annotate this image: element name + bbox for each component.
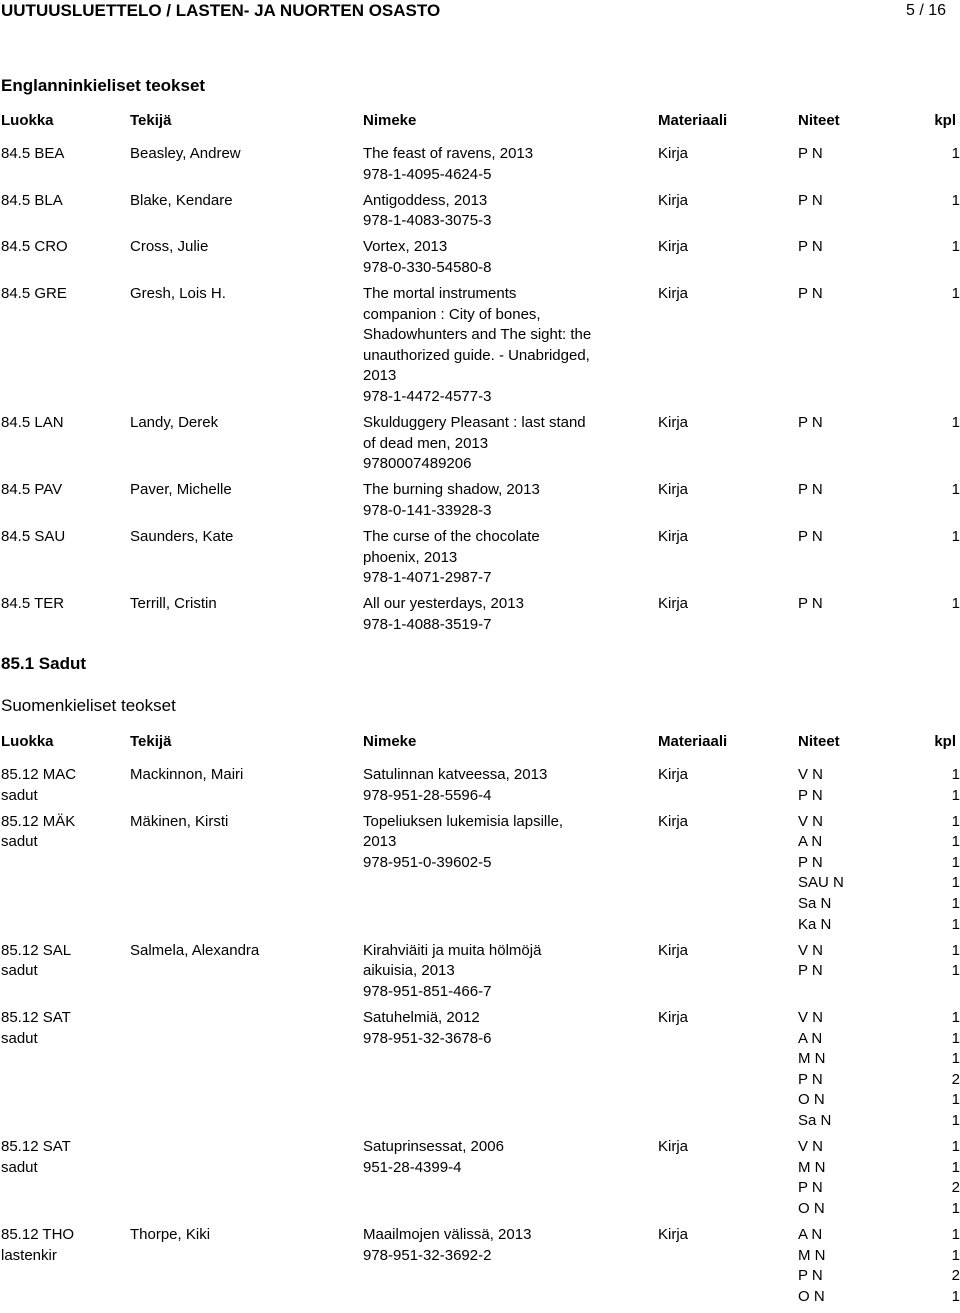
materiaali-cell: Kirja (658, 528, 689, 546)
location-code: P N (798, 595, 823, 613)
nimeke-cell (363, 941, 541, 1003)
copy-location (798, 284, 960, 305)
table-row (0, 144, 960, 191)
nimeke-cell (363, 1008, 491, 1049)
niteet-cell (798, 765, 960, 806)
copy-location (798, 1158, 960, 1179)
materiaali-cell: Kirja (658, 941, 689, 959)
tekija-cell: Thorpe, Kiki (130, 1226, 211, 1244)
section-heading: 85.1 Sadut (1, 654, 87, 673)
copy-location (798, 961, 960, 982)
column-header-luokka: Luokka (1, 733, 54, 750)
copy-location (798, 480, 960, 501)
luokka-cell (1, 527, 65, 548)
niteet-cell (798, 480, 960, 501)
copy-count: 1 (951, 1138, 960, 1156)
location-code: A N (798, 1226, 823, 1244)
location-code: V N (798, 812, 824, 830)
tekija-cell: Salmela, Alexandra (130, 941, 260, 959)
cell-line: 85.12 MAC (1, 766, 77, 783)
nimeke-cell (363, 527, 540, 589)
location-code: V N (798, 766, 824, 783)
cell-line: lastenkir (1, 1246, 57, 1264)
copy-location (798, 941, 960, 962)
niteet-cell (798, 237, 960, 258)
cell-line: sadut (1, 962, 38, 980)
cell-line: sadut (1, 786, 38, 804)
copy-location (798, 894, 960, 915)
column-header-niteet: Niteet (798, 112, 840, 129)
copy-count: 1 (951, 1050, 960, 1068)
materiaali-cell: Kirja (658, 145, 689, 162)
copy-count: 1 (951, 1158, 960, 1176)
column-header-tekija: Tekijä (130, 112, 172, 129)
tekija-cell: Mackinnon, Mairi (130, 766, 244, 783)
luokka-cell (1, 144, 64, 165)
table-row (0, 480, 960, 527)
page-title: UUTUUSLUETTELO / LASTEN- JA NUORTEN OSASTO (1, 1, 441, 20)
copy-location (798, 1090, 960, 1111)
location-code: P N (798, 962, 823, 980)
copy-count: 1 (951, 145, 960, 162)
cell-line: 978-951-0-39602-5 (363, 853, 492, 871)
luokka-cell (1, 812, 75, 853)
copy-location (798, 237, 960, 258)
materiaali-cell: Kirja (658, 1138, 689, 1156)
copy-count: 1 (951, 1091, 960, 1109)
section-heading: Englanninkieliset teokset (1, 76, 206, 95)
copy-count: 2 (951, 1070, 960, 1088)
cell-line: 978-951-28-5596-4 (363, 786, 492, 804)
table-row (0, 1225, 960, 1313)
copy-count: 1 (951, 962, 960, 980)
location-code: V N (798, 1138, 824, 1156)
location-code: Sa N (798, 1112, 832, 1130)
table-row (0, 594, 960, 641)
cell-line: unauthorized guide. - Unabridged, (363, 346, 590, 364)
location-code: P N (798, 1267, 823, 1285)
location-code: O N (798, 1287, 825, 1305)
copy-location (798, 1287, 960, 1308)
table-row (0, 237, 960, 284)
copy-location (798, 812, 960, 833)
materiaali-cell: Kirja (658, 1226, 689, 1244)
copy-count: 1 (951, 915, 960, 933)
table-row (0, 413, 960, 480)
location-code: P N (798, 191, 823, 209)
tekija-cell: Cross, Julie (130, 238, 209, 256)
cell-line: 84.5 LAN (1, 414, 64, 432)
copy-count: 1 (951, 595, 960, 613)
cell-line: 978-1-4095-4624-5 (363, 165, 492, 183)
luokka-cell (1, 1137, 71, 1178)
cell-line: The mortal instruments (363, 285, 517, 303)
materiaali-cell: Kirja (658, 414, 689, 432)
cell-line: 85.12 THO (1, 1226, 75, 1244)
column-header-materiaali: Materiaali (658, 112, 728, 129)
copy-count: 1 (951, 1199, 960, 1217)
cell-line: The feast of ravens, 2013 (363, 145, 534, 162)
materiaali-cell: Kirja (658, 481, 689, 499)
copy-count: 1 (951, 853, 960, 871)
location-code: P N (798, 853, 823, 871)
location-code: P N (798, 414, 823, 432)
copy-count: 1 (951, 238, 960, 256)
copy-location (798, 144, 960, 165)
finnish-table (0, 765, 960, 1313)
nimeke-cell (363, 594, 524, 635)
copy-location (798, 1199, 960, 1220)
cell-line: 978-0-141-33928-3 (363, 502, 492, 520)
location-code: M N (798, 1158, 826, 1176)
copy-location (798, 1178, 960, 1199)
copy-location (798, 1070, 960, 1091)
nimeke-cell (363, 812, 563, 874)
tekija-cell: Beasley, Andrew (130, 145, 241, 162)
cell-line: sadut (1, 833, 38, 851)
copy-count: 1 (951, 941, 960, 959)
cell-line: sadut (1, 1158, 38, 1176)
location-code: P N (798, 1070, 823, 1088)
cell-line: 84.5 SAU (1, 528, 66, 546)
copy-count: 1 (951, 812, 960, 830)
location-code: O N (798, 1091, 825, 1109)
tekija-cell: Mäkinen, Kirsti (130, 812, 229, 830)
table-row (0, 1008, 960, 1137)
location-code: P N (798, 481, 823, 499)
cell-line: 84.5 BEA (1, 145, 65, 162)
copy-location (798, 1008, 960, 1029)
location-code: Ka N (798, 915, 832, 933)
column-header-niteet: Niteet (798, 733, 840, 750)
cell-line: 978-951-32-3692-2 (363, 1246, 492, 1264)
nimeke-cell (363, 1225, 531, 1266)
niteet-cell (798, 1225, 960, 1307)
copy-count: 1 (951, 285, 960, 303)
nimeke-cell (363, 1137, 504, 1178)
materiaali-cell: Kirja (658, 238, 689, 256)
cell-line: 978-1-4083-3075-3 (363, 212, 492, 230)
copy-location (798, 1225, 960, 1246)
cell-line: phoenix, 2013 (363, 548, 458, 566)
copy-count: 1 (951, 1009, 960, 1027)
location-code: P N (798, 145, 823, 162)
table-row (0, 527, 960, 594)
materiaali-cell: Kirja (658, 191, 689, 209)
luokka-cell (1, 1008, 71, 1049)
niteet-cell (798, 191, 960, 212)
luokka-cell (1, 237, 68, 258)
copy-location (798, 765, 960, 786)
cell-line: Skulduggery Pleasant : last stand (363, 414, 586, 432)
location-code: SAU N (798, 874, 844, 892)
cell-line: of dead men, 2013 (363, 434, 489, 452)
cell-line: 85.12 SAT (1, 1009, 71, 1027)
niteet-cell (798, 1008, 960, 1132)
cell-line: Satuhelmiä, 2012 (363, 1009, 480, 1027)
cell-line: Maailmojen välissä, 2013 (363, 1226, 532, 1244)
cell-line: The curse of the chocolate (363, 528, 540, 546)
copy-count: 1 (951, 1246, 960, 1264)
niteet-cell (798, 594, 960, 615)
copy-location (798, 191, 960, 212)
materiaali-cell: Kirja (658, 285, 689, 303)
cell-line: 84.5 GRE (1, 285, 67, 303)
location-code: V N (798, 1009, 824, 1027)
nimeke-cell (363, 144, 533, 185)
tekija-cell: Paver, Michelle (130, 481, 232, 499)
copy-count: 1 (951, 786, 960, 804)
niteet-cell (798, 1137, 960, 1219)
copy-location (798, 832, 960, 853)
section-subheading: Suomenkieliset teokset (1, 696, 176, 715)
cell-line: aikuisia, 2013 (363, 962, 455, 980)
copy-count: 1 (951, 191, 960, 209)
cell-line: 85.12 SAL (1, 941, 72, 959)
cell-line: companion : City of bones, (363, 305, 541, 323)
location-code: P N (798, 238, 823, 256)
column-header-kpl: kpl (934, 112, 956, 129)
tekija-cell: Blake, Kendare (130, 191, 233, 209)
table-row (0, 284, 960, 413)
nimeke-cell (363, 284, 591, 408)
materiaali-cell: Kirja (658, 812, 689, 830)
copy-count: 1 (951, 1226, 960, 1244)
materiaali-cell: Kirja (658, 595, 689, 613)
cell-line: 978-0-330-54580-8 (363, 258, 492, 276)
column-header-nimeke: Nimeke (363, 733, 417, 750)
cell-line: 84.5 BLA (1, 191, 63, 209)
copy-count: 1 (951, 528, 960, 546)
luokka-cell (1, 413, 64, 434)
copy-location (798, 594, 960, 615)
copy-location (798, 1111, 960, 1132)
cell-line: 84.5 TER (1, 595, 65, 613)
column-header-nimeke: Nimeke (363, 112, 417, 129)
luokka-cell (1, 1225, 74, 1266)
tekija-cell: Terrill, Cristin (130, 595, 217, 613)
copy-location (798, 1049, 960, 1070)
niteet-cell (798, 144, 960, 165)
copy-location (798, 873, 960, 894)
copy-count: 1 (951, 481, 960, 499)
location-code: P N (798, 1179, 823, 1197)
copy-count: 2 (951, 1267, 960, 1285)
niteet-cell (798, 284, 960, 305)
cell-line: 978-1-4472-4577-3 (363, 388, 492, 406)
copy-count: 1 (951, 414, 960, 432)
cell-line: Kirahviäiti ja muita hölmöjä (363, 941, 542, 959)
copy-location (798, 413, 960, 434)
location-code: A N (798, 833, 823, 851)
location-code: P N (798, 528, 823, 546)
location-code: P N (798, 285, 823, 303)
copy-count: 1 (951, 1029, 960, 1047)
luokka-cell (1, 594, 64, 615)
table-row (0, 812, 960, 941)
location-code: A N (798, 1029, 823, 1047)
nimeke-cell (363, 480, 540, 521)
location-code: V N (798, 941, 824, 959)
luokka-cell (1, 480, 62, 501)
english-table (0, 144, 960, 641)
table-row (0, 941, 960, 1008)
cell-line: 2013 (363, 833, 397, 851)
cell-line: 951-28-4399-4 (363, 1158, 462, 1176)
nimeke-cell (363, 413, 586, 475)
copy-count: 1 (951, 833, 960, 851)
cell-line: 84.5 CRO (1, 238, 68, 256)
materiaali-cell: Kirja (658, 766, 689, 783)
cell-line: Vortex, 2013 (363, 238, 448, 256)
luokka-cell (1, 284, 67, 305)
copy-count: 1 (951, 874, 960, 892)
cell-line: sadut (1, 1029, 38, 1047)
tekija-cell: Gresh, Lois H. (130, 285, 226, 303)
copy-count: 1 (951, 1287, 960, 1305)
luokka-cell (1, 941, 71, 982)
niteet-cell (798, 812, 960, 936)
copy-count: 1 (951, 766, 960, 783)
cell-line: The burning shadow, 2013 (363, 481, 540, 499)
materiaali-cell: Kirja (658, 1009, 689, 1027)
cell-line: Shadowhunters and The sight: the (363, 326, 592, 344)
copy-location (798, 1246, 960, 1267)
table-row (0, 1137, 960, 1225)
cell-line: Satuprinsessat, 2006 (363, 1138, 504, 1156)
table-row (0, 191, 960, 238)
cell-line: All our yesterdays, 2013 (363, 595, 524, 613)
copy-location (798, 853, 960, 874)
copy-count: 1 (951, 1112, 960, 1130)
cell-line: 9780007489206 (363, 455, 472, 473)
location-code: O N (798, 1199, 825, 1217)
cell-line: 85.12 SAT (1, 1138, 71, 1156)
location-code: M N (798, 1050, 826, 1068)
niteet-cell (798, 941, 960, 982)
column-header-luokka: Luokka (1, 112, 54, 129)
copy-count: 2 (951, 1179, 960, 1197)
cell-line: Satulinnan katveessa, 2013 (363, 766, 548, 783)
cell-line: 978-1-4088-3519-7 (363, 616, 492, 634)
location-code: P N (798, 786, 823, 804)
cell-line: 978-1-4071-2987-7 (363, 569, 492, 587)
copy-location (798, 1266, 960, 1287)
cell-line: 978-951-32-3678-6 (363, 1029, 492, 1047)
copy-location (798, 786, 960, 807)
luokka-cell (1, 191, 63, 212)
niteet-cell (798, 413, 960, 434)
cell-line: 84.5 PAV (1, 481, 63, 499)
cell-line: 978-951-851-466-7 (363, 982, 492, 1000)
nimeke-cell (363, 191, 491, 232)
cell-line: Antigoddess, 2013 (363, 191, 488, 209)
nimeke-cell (363, 237, 491, 278)
tekija-cell: Landy, Derek (130, 414, 219, 432)
tekija-cell: Saunders, Kate (130, 528, 234, 546)
cell-line: Topeliuksen lukemisia lapsille, (363, 812, 564, 830)
cell-line: 85.12 MÄK (1, 812, 76, 830)
copy-location (798, 1029, 960, 1050)
copy-location (798, 915, 960, 936)
column-header-materiaali: Materiaali (658, 733, 728, 750)
copy-location (798, 527, 960, 548)
cell-line: 2013 (363, 367, 397, 385)
location-code: M N (798, 1246, 826, 1264)
copy-location (798, 1137, 960, 1158)
copy-count: 1 (951, 895, 960, 913)
page-number: 5 / 16 (905, 2, 946, 19)
column-header-tekija: Tekijä (130, 733, 172, 750)
nimeke-cell (363, 765, 547, 806)
location-code: Sa N (798, 895, 832, 913)
luokka-cell (1, 765, 76, 806)
niteet-cell (798, 527, 960, 548)
table-row (0, 765, 960, 812)
column-header-kpl: kpl (934, 733, 956, 750)
